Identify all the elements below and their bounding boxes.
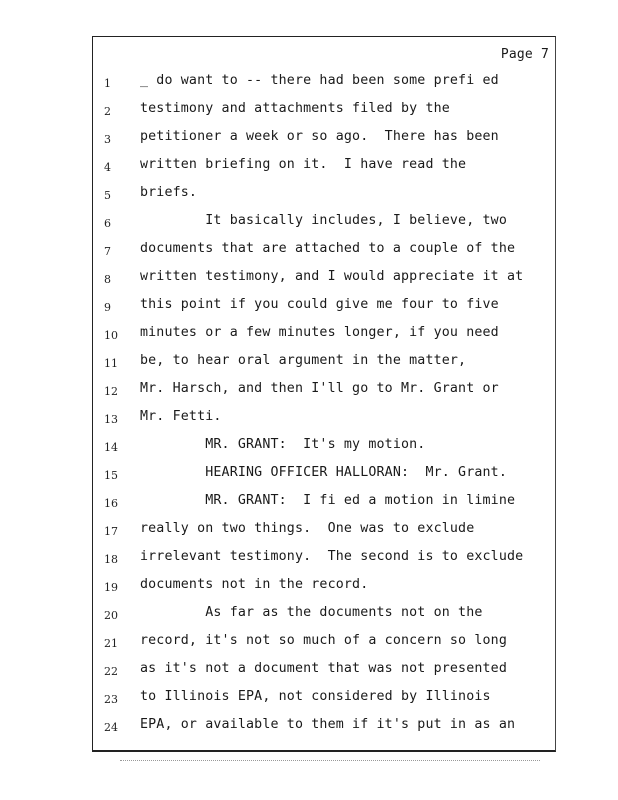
transcript-line: be, to hear oral argument in the matter, (140, 353, 467, 368)
transcript-line: record, it's not so much of a concern so long (140, 633, 507, 648)
line-number: 2 (104, 105, 111, 118)
page-number-label: Page 7 (500, 47, 549, 62)
line-number: 16 (104, 497, 118, 510)
line-number: 22 (104, 665, 118, 678)
transcript-line: HEARING OFFICER HALLORAN: Mr. Grant. (140, 465, 507, 480)
transcript-line: MR. GRANT: It's my motion. (140, 437, 426, 452)
transcript-line: _ do want to -- there had been some prefi ed (140, 73, 499, 88)
line-number: 4 (104, 161, 111, 174)
transcript-line: MR. GRANT: I fi ed a motion in limine (140, 493, 516, 508)
transcript-line: testimony and attachments filed by the (140, 101, 450, 116)
line-number: 15 (104, 469, 118, 482)
line-number: 19 (104, 581, 118, 594)
line-number: 20 (104, 609, 118, 622)
transcript-line: this point if you could give me four to five (140, 297, 499, 312)
transcript-line: documents not in the record. (140, 577, 369, 592)
transcript-line: minutes or a few minutes longer, if you need (140, 325, 499, 340)
transcript-line: written briefing on it. I have read the (140, 157, 467, 172)
line-number: 9 (104, 301, 111, 314)
transcript-line: Mr. Harsch, and then I'll go to Mr. Grant or (140, 381, 499, 396)
line-number: 1 (104, 77, 111, 90)
transcript-line: Mr. Fetti. (140, 409, 222, 424)
transcript-line: really on two things. One was to exclude (140, 521, 475, 536)
transcript-line: as it's not a document that was not presented (140, 661, 507, 676)
line-number: 11 (104, 357, 118, 370)
transcript-line: written testimony, and I would appreciate it at (140, 269, 524, 284)
line-number: 21 (104, 637, 118, 650)
transcript-line: It basically includes, I believe, two (140, 213, 507, 228)
line-number: 17 (104, 525, 118, 538)
line-number: 10 (104, 329, 118, 342)
line-number: 3 (104, 133, 111, 146)
transcript-line: briefs. (140, 185, 198, 200)
line-number: 13 (104, 413, 118, 426)
line-number: 6 (104, 217, 111, 230)
transcript-line: As far as the documents not on the (140, 605, 483, 620)
line-number: 18 (104, 553, 118, 566)
transcript-line: documents that are attached to a couple of the (140, 241, 516, 256)
line-number: 8 (104, 273, 111, 286)
scan-bottom-rule (120, 760, 540, 761)
line-number: 23 (104, 693, 118, 706)
transcript-line: petitioner a week or so ago. There has been (140, 129, 499, 144)
line-number: 24 (104, 721, 118, 734)
line-number: 14 (104, 441, 118, 454)
transcript-line: EPA, or available to them if it's put in as an (140, 717, 516, 732)
transcript-line: irrelevant testimony. The second is to exclude (140, 549, 524, 564)
transcript-line: to Illinois EPA, not considered by Illinois (140, 689, 491, 704)
transcript-body (140, 67, 550, 739)
line-number-column (104, 70, 132, 742)
line-number: 12 (104, 385, 118, 398)
line-number: 5 (104, 189, 111, 202)
line-number: 7 (104, 245, 111, 258)
